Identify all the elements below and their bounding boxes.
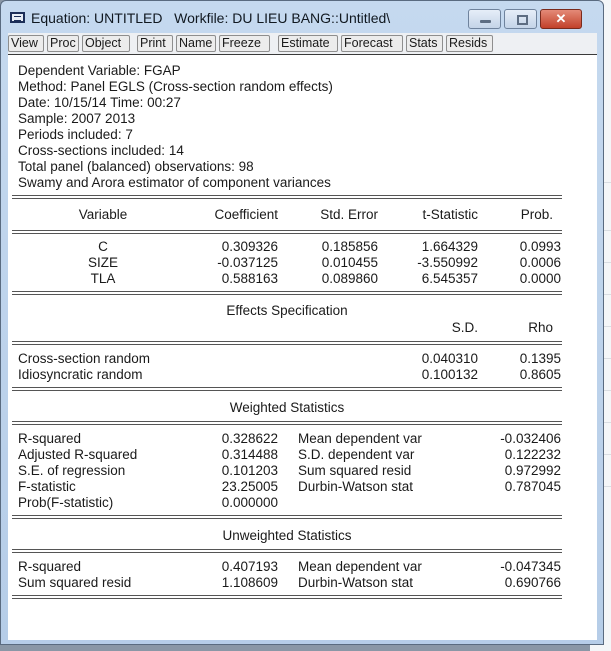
- stat-value: 1.108609: [221, 575, 278, 590]
- prob-value: 0.0006: [519, 255, 561, 270]
- stat-label: Mean dependent var: [298, 431, 422, 446]
- std-error-value: 0.010455: [321, 255, 378, 270]
- stat-label: R-squared: [18, 559, 82, 574]
- stat-value: 0.407193: [221, 559, 278, 574]
- dependent-variable: Dependent Variable: FGAP: [18, 63, 181, 78]
- forecast-button[interactable]: Forecast: [341, 35, 403, 52]
- cross-sections-included: Cross-sections included: 14: [18, 143, 184, 158]
- stat-label: Durbin-Watson stat: [298, 479, 414, 494]
- stats-button[interactable]: Stats: [406, 35, 443, 52]
- sample: Sample: 2007 2013: [18, 111, 136, 126]
- sd-value: 0.100132: [421, 367, 478, 382]
- variable-name: TLA: [90, 271, 116, 286]
- sd-value: 0.040310: [421, 351, 478, 366]
- col-coefficient: Coefficient: [214, 207, 278, 222]
- t-statistic-value: 1.664329: [421, 239, 478, 254]
- stat-label: Mean dependent var: [298, 559, 422, 574]
- divider: [12, 387, 562, 391]
- t-statistic-value: 6.545357: [421, 271, 478, 286]
- coefficient-value: 0.588163: [221, 271, 278, 286]
- close-button[interactable]: [540, 9, 582, 29]
- close-icon: ✕: [555, 11, 567, 26]
- estimator-note: Swamy and Arora estimator of component variances: [18, 175, 331, 190]
- variable-name: SIZE: [87, 255, 118, 270]
- col-sd: S.D.: [451, 320, 478, 335]
- stat-label: Prob(F-statistic): [18, 495, 114, 510]
- stat-label: Sum squared resid: [298, 463, 412, 478]
- rho-value: 0.8605: [519, 367, 561, 382]
- stat-label: Durbin-Watson stat: [298, 575, 414, 590]
- stat-value: 0.690766: [504, 575, 561, 590]
- coefficient-value: -0.037125: [217, 255, 278, 270]
- stat-value: 0.000000: [221, 495, 278, 510]
- stat-label: F-statistic: [18, 479, 76, 494]
- stat-value: 0.101203: [221, 463, 278, 478]
- divider: [12, 341, 562, 345]
- variable-name: C: [98, 239, 108, 254]
- stat-value: 0.787045: [504, 479, 561, 494]
- freeze-button[interactable]: Freeze: [219, 35, 270, 52]
- col-prob: Prob.: [520, 207, 553, 222]
- unweighted-title: Unweighted Statistics: [222, 528, 352, 543]
- stat-label: Adjusted R-squared: [18, 447, 138, 462]
- toolbar: [8, 33, 597, 55]
- name-button[interactable]: Name: [176, 35, 216, 52]
- method: Method: Panel EGLS (Cross-section random effects): [18, 79, 333, 94]
- divider: [12, 595, 562, 599]
- divider: [12, 549, 562, 553]
- rho-value: 0.1395: [519, 351, 561, 366]
- divider: [12, 195, 562, 199]
- view-button[interactable]: View: [8, 35, 44, 52]
- effect-name: Cross-section random: [18, 351, 151, 366]
- output-view[interactable]: [8, 55, 597, 640]
- stat-value: 0.314488: [221, 447, 278, 462]
- col-std-error: Std. Error: [320, 207, 378, 222]
- stat-value: -0.047345: [500, 559, 561, 574]
- prob-value: 0.0000: [519, 271, 561, 286]
- divider: [12, 230, 562, 234]
- stat-label: S.E. of regression: [18, 463, 126, 478]
- effects-title: Effects Specification: [226, 303, 348, 318]
- std-error-value: 0.185856: [321, 239, 378, 254]
- periods-included: Periods included: 7: [18, 127, 133, 142]
- weighted-title: Weighted Statistics: [229, 400, 345, 415]
- stat-label: S.D. dependent var: [298, 447, 415, 462]
- std-error-value: 0.089860: [321, 271, 378, 286]
- coefficient-value: 0.309326: [221, 239, 278, 254]
- stat-value: 0.972992: [504, 463, 561, 478]
- stat-value: 0.328622: [221, 431, 278, 446]
- divider: [12, 421, 562, 425]
- effect-name: Idiosyncratic random: [18, 367, 143, 382]
- minimize-button[interactable]: [468, 9, 501, 29]
- prob-value: 0.0993: [519, 239, 561, 254]
- col-t-statistic: t-Statistic: [422, 207, 478, 222]
- maximize-button[interactable]: [504, 9, 537, 29]
- stat-value: 23.25005: [221, 479, 278, 494]
- col-rho: Rho: [528, 320, 553, 335]
- col-variable: Variable: [78, 207, 128, 222]
- divider: [12, 515, 562, 519]
- stat-label: Sum squared resid: [18, 575, 132, 590]
- stat-value: 0.122232: [504, 447, 561, 462]
- stat-value: -0.032406: [500, 431, 561, 446]
- proc-button[interactable]: Proc: [47, 35, 79, 52]
- print-button[interactable]: Print: [137, 35, 173, 52]
- estimate-button[interactable]: Estimate: [278, 35, 338, 52]
- object-button[interactable]: Object: [82, 35, 130, 52]
- divider: [12, 291, 562, 295]
- total-observations: Total panel (balanced) observations: 98: [18, 159, 254, 174]
- resids-button[interactable]: Resids: [446, 35, 493, 52]
- date-time: Date: 10/15/14 Time: 00:27: [18, 95, 181, 110]
- window-title: Equation: UNTITLED Workfile: DU LIEU BANG::Untitled\: [31, 10, 391, 26]
- title-bar[interactable]: [1, 1, 603, 33]
- stat-label: R-squared: [18, 431, 82, 446]
- t-statistic-value: -3.550992: [417, 255, 478, 270]
- equation-icon: [10, 12, 25, 23]
